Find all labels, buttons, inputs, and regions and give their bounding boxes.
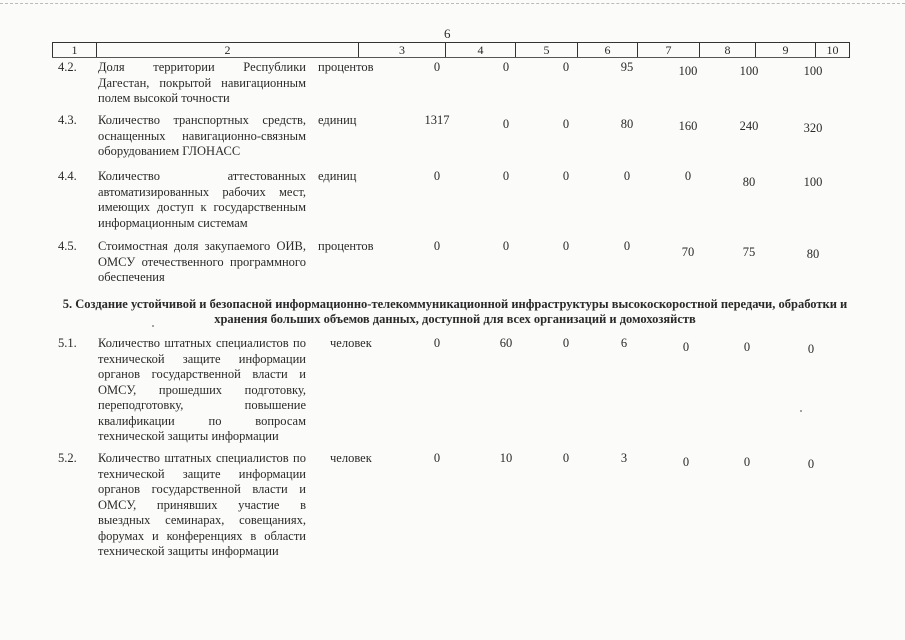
indicator-name: Доля территории Республики Дагестан, покрытой навигационным полем высокой точности [98, 60, 306, 105]
page-number: 6 [444, 26, 451, 41]
value-cell: 0 [502, 117, 510, 131]
header-col-10: 10 [826, 43, 839, 57]
header-col-6: 6 [578, 43, 638, 57]
row-number: 4.5. [58, 239, 77, 253]
header-col-4: 4 [446, 43, 516, 57]
header-col-8: 8 [700, 43, 756, 57]
header-col-3: 3 [359, 43, 446, 57]
value-cell: 240 [739, 119, 759, 133]
value-cell: 60 [499, 336, 513, 350]
unit-of-measure: процентов [318, 239, 374, 253]
scan-speck [152, 325, 154, 327]
value-cell: 0 [562, 117, 570, 131]
header-col-1: 1 [53, 43, 97, 57]
row-number: 4.3. [58, 113, 77, 127]
value-cell: 1317 [424, 113, 450, 127]
value-cell: 6 [620, 336, 628, 350]
value-cell: 0 [433, 169, 441, 183]
table-header-row [52, 42, 850, 58]
value-cell: 0 [623, 239, 631, 253]
header-col-9: 9 [756, 43, 816, 57]
indicator-name: Количество аттестованных автоматизированных рабочих мест, имеющих доступ к государственным информационным системам [98, 169, 306, 230]
scan-top-edge [0, 0, 905, 4]
value-cell: 80 [806, 247, 820, 261]
value-cell: 0 [623, 169, 631, 183]
row-number: 4.4. [58, 169, 77, 183]
unit-of-measure: единиц [318, 169, 357, 183]
value-cell: 0 [807, 342, 815, 356]
row-number: 4.2. [58, 60, 77, 74]
value-cell: 0 [743, 455, 751, 469]
value-cell: 320 [803, 121, 823, 135]
indicator-name: Количество штатных специалистов по технической защите информации органов государственной власти и ОМСУ, принявших участие в выездных семинарах, совещаниях, форумах и конференциях в области технической защиты информации [98, 451, 306, 558]
header-col-5: 5 [516, 43, 578, 57]
indicator-name: Стоимостная доля закупаемого ОИВ, ОМСУ отечественного программного обеспечения [98, 239, 306, 284]
value-cell: 0 [562, 239, 570, 253]
value-cell: 0 [502, 169, 510, 183]
value-cell: 70 [681, 245, 695, 259]
unit-of-measure: единиц [318, 113, 357, 127]
value-cell: 0 [807, 457, 815, 471]
value-cell: 0 [743, 340, 751, 354]
scan-speck [800, 410, 802, 412]
indicator-name: Количество транспортных средств, оснащенных навигационно-связным оборудованием ГЛОНАСС [98, 113, 306, 158]
value-cell: 0 [562, 60, 570, 74]
value-cell: 0 [682, 455, 690, 469]
row-number: 5.1. [58, 336, 77, 350]
value-cell: 0 [562, 169, 570, 183]
value-cell: 100 [803, 175, 823, 189]
value-cell: 80 [620, 117, 634, 131]
value-cell: 100 [803, 64, 823, 78]
value-cell: 0 [502, 60, 510, 74]
value-cell: 3 [620, 451, 628, 465]
value-cell: 0 [562, 336, 570, 350]
value-cell: 100 [739, 64, 759, 78]
value-cell: 80 [742, 175, 756, 189]
value-cell: 160 [678, 119, 698, 133]
value-cell: 0 [433, 336, 441, 350]
value-cell: 0 [682, 340, 690, 354]
value-cell: 100 [678, 64, 698, 78]
row-number: 5.2. [58, 451, 77, 465]
unit-of-measure: процентов [318, 60, 374, 74]
value-cell: 0 [562, 451, 570, 465]
header-col-2: 2 [97, 43, 359, 57]
value-cell: 0 [684, 169, 692, 183]
value-cell: 95 [620, 60, 634, 74]
unit-of-measure: человек [330, 336, 372, 350]
unit-of-measure: человек [330, 451, 372, 465]
value-cell: 10 [499, 451, 513, 465]
value-cell: 75 [742, 245, 756, 259]
value-cell: 0 [433, 239, 441, 253]
header-col-7: 7 [638, 43, 700, 57]
indicator-name: Количество штатных специалистов по технической защите информации органов государственной власти и ОМСУ, прошедших подготовку, переподготовку, повышение квалификации по вопросам технической защиты информации [98, 336, 306, 443]
value-cell: 0 [433, 60, 441, 74]
header-bottom-rule [52, 57, 848, 58]
value-cell: 0 [433, 451, 441, 465]
value-cell: 0 [502, 239, 510, 253]
section-heading: 5. Создание устойчивой и безопасной информационно-телекоммуникационной инфраструктуры высокоскоростной передачи, обработки и хранения больших объемов данных, доступной для всех организаций и домохозяйств [62, 297, 848, 326]
